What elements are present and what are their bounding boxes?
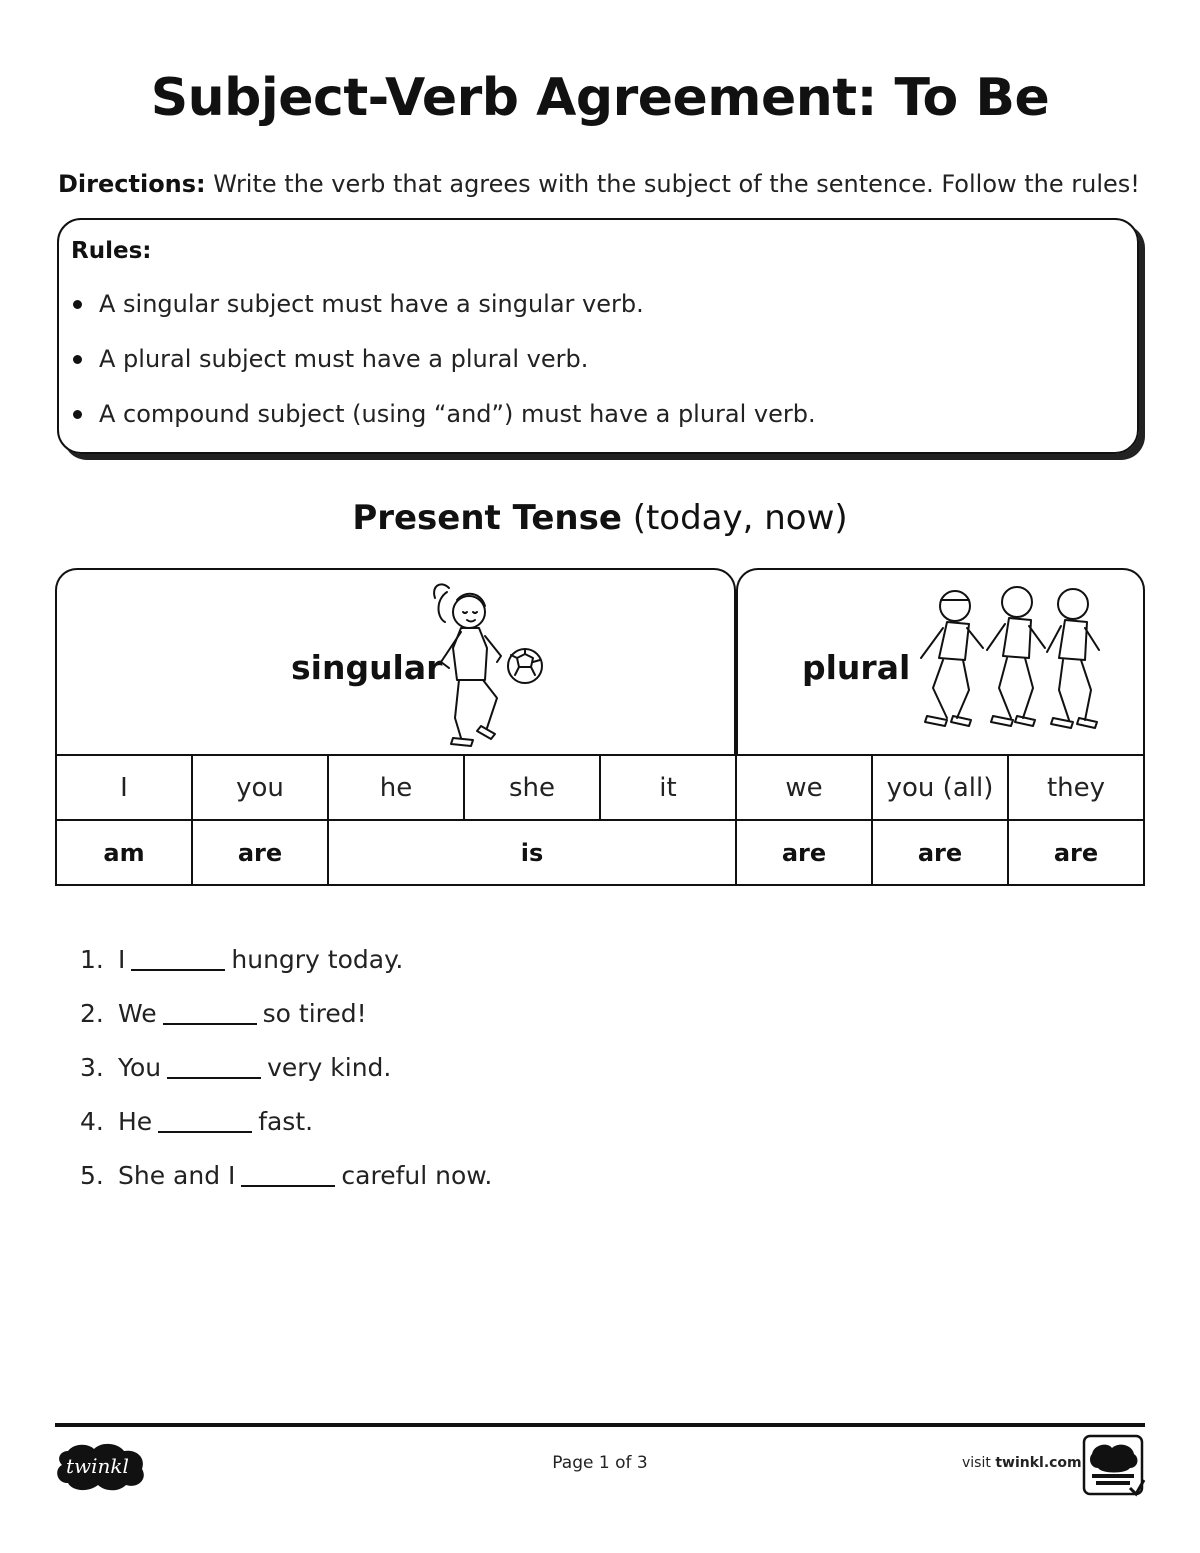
pronoun-cell: you xyxy=(192,755,328,820)
rule-text: A plural subject must have a plural verb. xyxy=(99,345,589,373)
exercise-item xyxy=(80,1161,492,1215)
tense-note: (today, now) xyxy=(621,498,848,538)
conjugation-grid xyxy=(55,568,1145,886)
tense-heading xyxy=(0,498,1200,538)
bullet-icon xyxy=(73,410,82,419)
pronoun-cell: he xyxy=(328,755,464,820)
verb-row xyxy=(56,820,1144,885)
bullet-icon xyxy=(73,355,82,364)
exercise-subject: He xyxy=(118,1107,153,1136)
exercise-number: 4. xyxy=(80,1107,104,1136)
exercise-subject: You xyxy=(118,1053,162,1082)
rules-box xyxy=(57,218,1139,454)
exercise-rest: hungry today. xyxy=(231,945,404,974)
singular-panel xyxy=(55,568,736,756)
visit-site: twinkl.com xyxy=(995,1455,1082,1471)
pronoun-cell: she xyxy=(464,755,600,820)
girl-with-ball-icon xyxy=(427,578,557,753)
tense-name: Present Tense xyxy=(352,498,622,538)
answer-blank[interactable] xyxy=(167,1053,261,1079)
verb-cell: are xyxy=(192,820,328,885)
answer-blank[interactable] xyxy=(131,945,225,971)
pronoun-cell: it xyxy=(600,755,736,820)
exercise-rest: very kind. xyxy=(267,1053,392,1082)
conjugation-table xyxy=(55,754,1145,886)
plural-label: plural xyxy=(802,648,911,687)
exercise-number: 3. xyxy=(80,1053,104,1082)
verb-cell: are xyxy=(872,820,1008,885)
footer-divider xyxy=(55,1423,1145,1427)
visit-link[interactable] xyxy=(962,1455,1082,1471)
exercise-rest: careful now. xyxy=(341,1161,493,1190)
directions-label: Directions: xyxy=(58,170,206,198)
pronoun-row xyxy=(56,755,1144,820)
verb-cell: is xyxy=(328,820,736,885)
rule-text: A compound subject (using “and”) must have a plural verb. xyxy=(99,400,816,428)
directions-text: Write the verb that agrees with the subject of the sentence. Follow the rules! xyxy=(205,170,1140,198)
exercise-subject: We xyxy=(118,999,157,1028)
pronoun-cell: they xyxy=(1008,755,1144,820)
pronoun-cell: you (all) xyxy=(872,755,1008,820)
verb-cell: are xyxy=(1008,820,1144,885)
directions xyxy=(58,170,1158,198)
rules-heading: Rules: xyxy=(71,238,152,264)
exercise-subject: She and I xyxy=(118,1161,236,1190)
plural-panel xyxy=(736,568,1145,756)
rules-list xyxy=(71,290,1125,428)
verb-cell: are xyxy=(736,820,872,885)
answer-blank[interactable] xyxy=(158,1107,252,1133)
verb-cell: am xyxy=(56,820,192,885)
bullet-icon xyxy=(73,300,82,309)
answer-blank[interactable] xyxy=(163,999,257,1025)
rule-item xyxy=(71,290,1125,318)
visit-prefix: visit xyxy=(962,1455,996,1471)
exercise-item xyxy=(80,999,492,1053)
exercise-number: 1. xyxy=(80,945,104,974)
exercise-rest: so tired! xyxy=(262,999,367,1028)
singular-label: singular xyxy=(291,648,443,687)
page-number: Page 1 of 3 xyxy=(552,1453,648,1473)
logo-text: twinkl xyxy=(66,1454,129,1478)
exercise-number: 5. xyxy=(80,1161,104,1190)
pronoun-cell: I xyxy=(56,755,192,820)
exercise-list xyxy=(80,945,492,1215)
page-title: Subject-Verb Agreement: To Be xyxy=(150,68,1050,128)
quality-standard-badge-icon xyxy=(1082,1434,1146,1498)
exercise-rest: fast. xyxy=(258,1107,314,1136)
rule-item xyxy=(71,400,1125,428)
exercise-item xyxy=(80,1053,492,1107)
three-boys-walking-icon xyxy=(913,578,1113,748)
exercise-subject: I xyxy=(118,945,126,974)
exercise-item xyxy=(80,945,492,999)
exercise-item xyxy=(80,1107,492,1161)
rule-item xyxy=(71,345,1125,373)
pronoun-cell: we xyxy=(736,755,872,820)
exercise-number: 2. xyxy=(80,999,104,1028)
rule-text: A singular subject must have a singular verb. xyxy=(99,290,644,318)
answer-blank[interactable] xyxy=(241,1161,335,1187)
